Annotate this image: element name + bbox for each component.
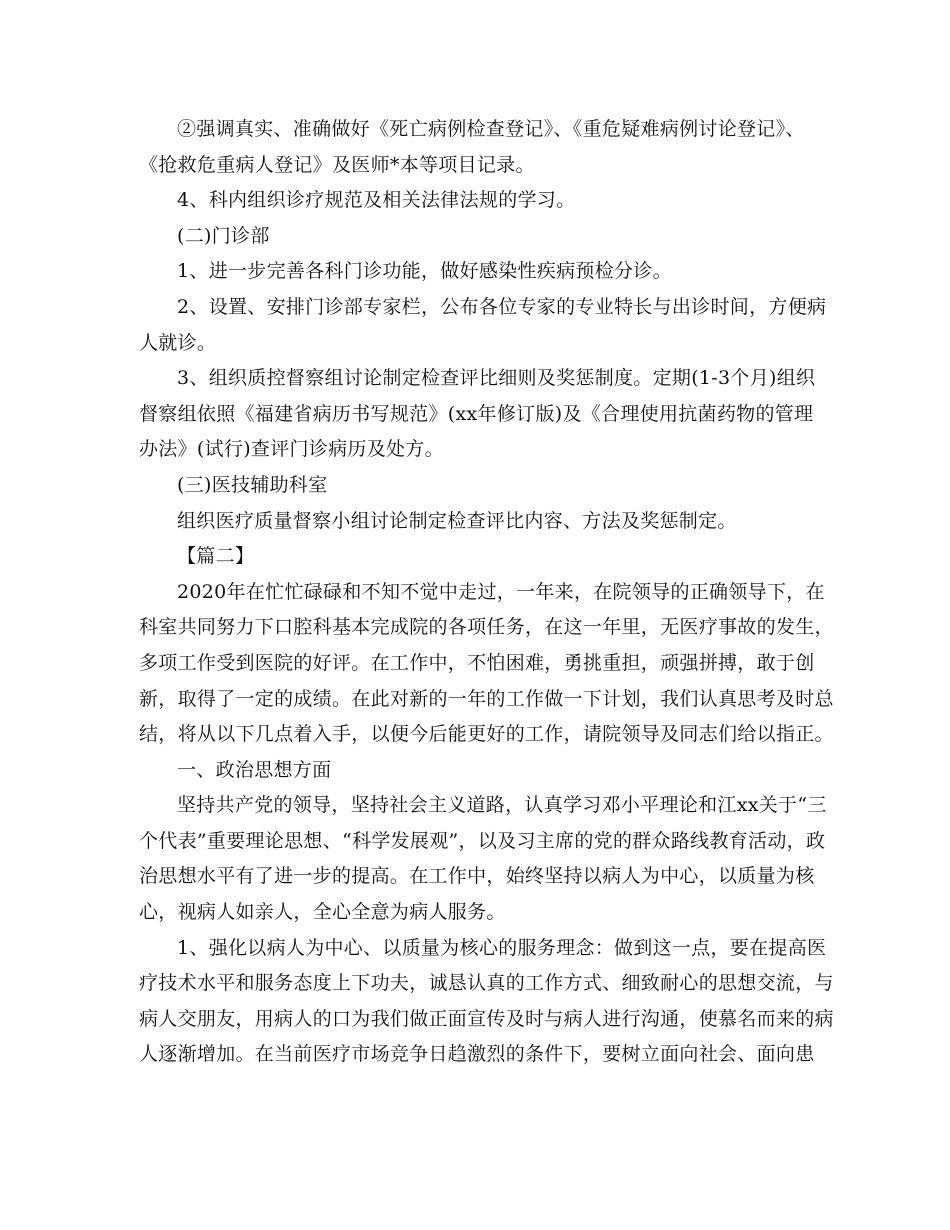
paragraph-line: 人逐渐增加。在当前医疗市场竞争日趋激烈的条件下，要树立面向社会、面向患 [139,1043,815,1066]
paragraph-line: 个代表”重要理论思想、“科学发展观”，以及习主席的党的群众路线教育活动，政 [139,829,826,852]
paragraph-line: 1、强化以病人为中心、以质量为核心的服务理念：做到这一点，要在提高医 [177,936,827,959]
paragraph-line: 治思想水平有了进一步的提高。在工作中，始终坚持以病人为中心，以质量为核 [139,865,815,888]
section-heading: (三)医技辅助科室 [177,473,328,496]
paragraph-line: 督察组依照《福建省病历书写规范》(xx年修订版)及《合理使用抗菌药物的管理 [139,402,814,425]
paragraph-line: 2020年在忙忙碌碌和不知不觉中走过，一年来，在院领导的正确领导下，在 [177,580,825,603]
paragraph-line: 坚持共产党的领导，坚持社会主义道路，认真学习邓小平理论和江xx关于“三 [177,794,827,817]
paragraph-line: 《抢救危重病人登记》及医师*本等项目记录。 [139,153,535,176]
paragraph-line: 科室共同努力下口腔科基本完成院的各项任务，在这一年里，无医疗事故的发生， [139,616,834,639]
paragraph-line: 结，将从以下几点着入手，以便今后能更好的工作，请院领导及同志们给以指正。 [139,723,834,746]
paragraph-line: 疗技术水平和服务态度上下功夫，诚恳认真的工作方式、细致耐心的思想交流，与 [139,972,834,995]
paragraph-line: 心，视病人如亲人，全心全意为病人服务。 [139,901,506,924]
document-body [139,112,834,1073]
paragraph-line: 1、进一步完善各科门诊功能，做好感染性疾病预检分诊。 [177,260,672,283]
paragraph-line: 4、科内组织诊疗规范及相关法律法规的学习。 [177,189,576,212]
paragraph-line: ②强调真实、准确做好《死亡病例检查登记》、《重危疑难病例讨论登记》、 [177,118,805,140]
section-heading: 一、政治思想方面 [177,758,332,781]
paragraph-line: 组织医疗质量督察小组讨论制定检查评比内容、方法及奖惩制定。 [177,509,737,532]
paragraph-line: 2、设置、安排门诊部专家栏，公布各位专家的专业特长与出诊时间，方便病 [177,295,827,318]
paragraph-line: 办法》(试行)查评门诊病历及处方。 [139,438,444,461]
paragraph-line: 病人交朋友，用病人的口为我们做正面宣传及时与病人进行沟通，使慕名而来的病 [139,1007,834,1030]
paragraph-line: 人就诊。 [139,331,217,354]
paragraph-line: 3、组织质控督察组讨论制定检查评比细则及奖惩制度。定期(1-3个月)组织 [177,367,816,390]
paragraph-line: 新，取得了一定的成绩。在此对新的一年的工作做一下计划，我们认真思考及时总 [139,687,834,710]
section-heading: (二)门诊部 [177,224,270,247]
paragraph-line: 多项工作受到医院的好评。在工作中，不怕困难，勇挑重担，顽强拼搏，敢于创 [139,651,815,674]
chapter-heading: 【篇二】 [177,545,255,568]
